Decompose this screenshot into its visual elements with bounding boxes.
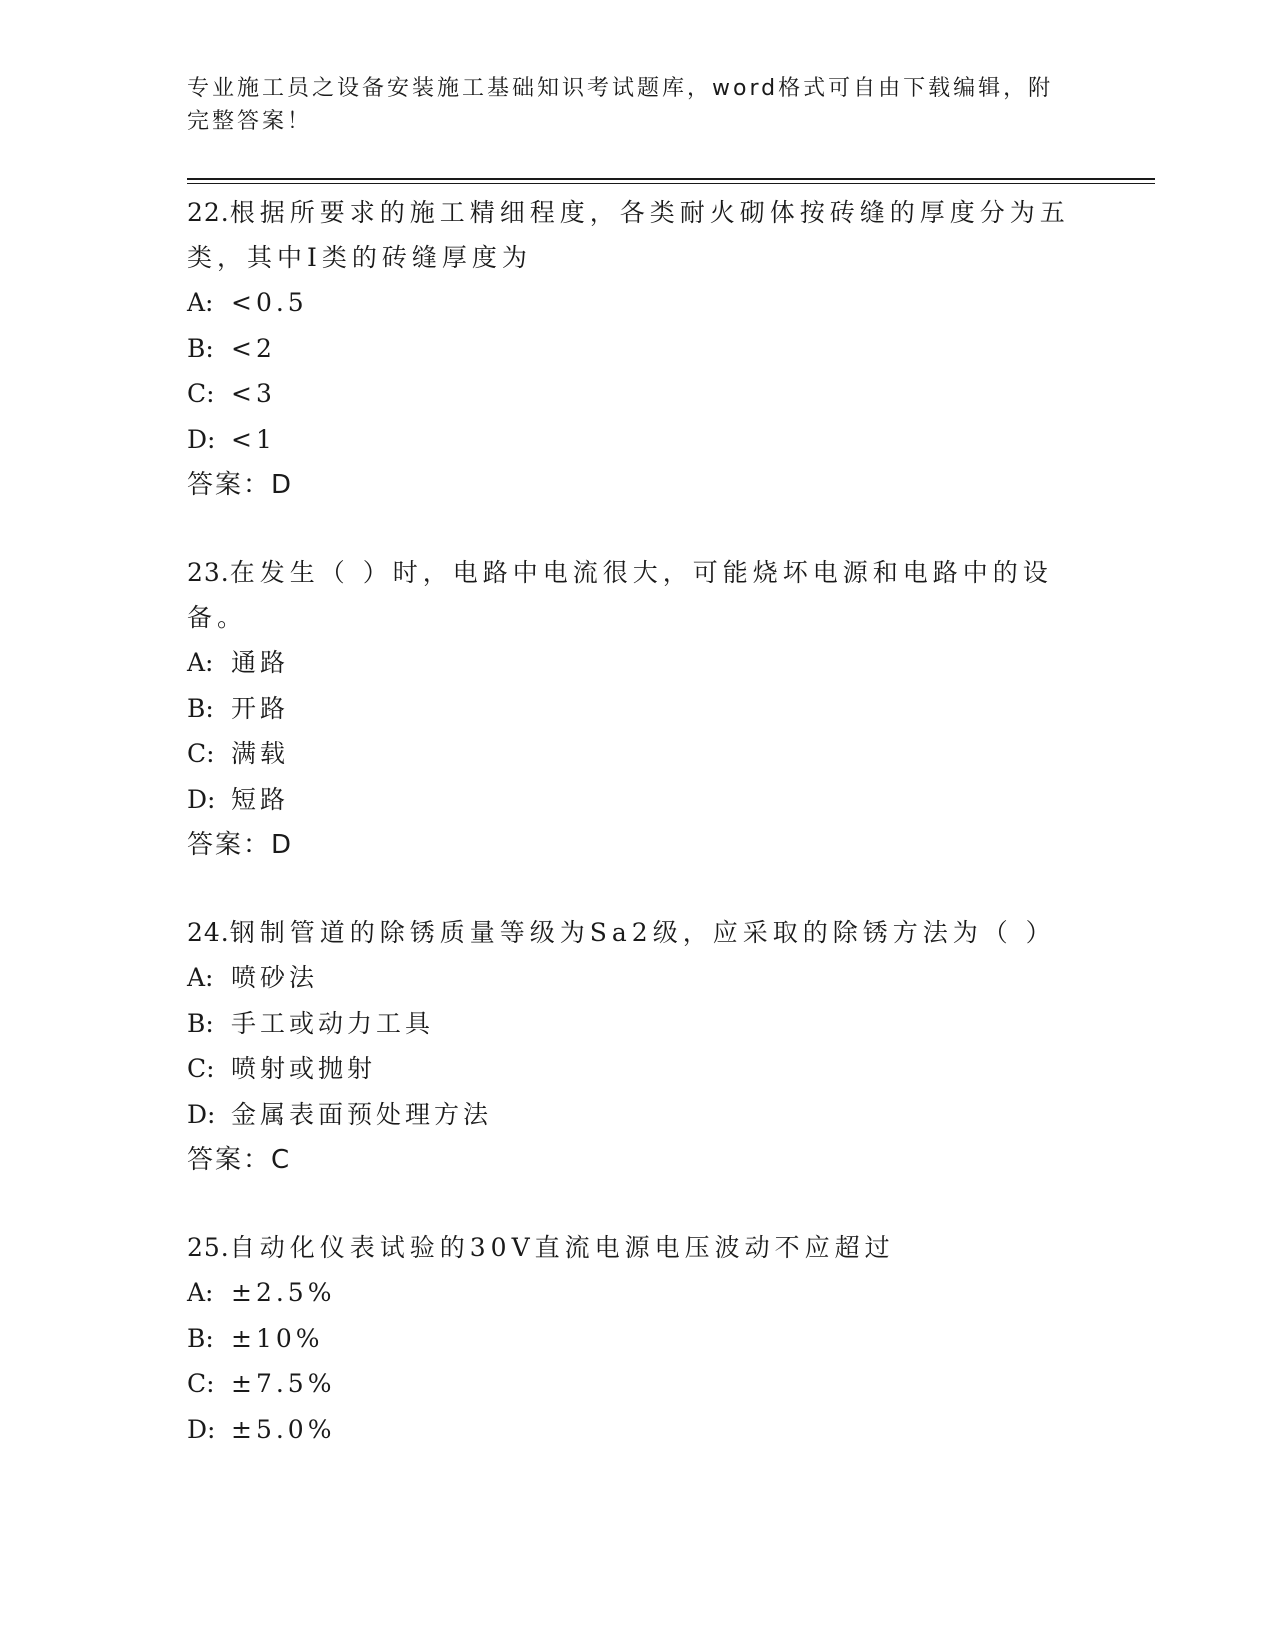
- option-letter: B:: [187, 333, 214, 363]
- question-text: 在发生（ ）时，电路中电流很大，可能烧坏电源和电路中的设备。: [187, 558, 1053, 632]
- option-text: 喷射或抛射: [231, 1054, 377, 1083]
- option-letter: C:: [187, 1369, 215, 1398]
- question-stem: [187, 550, 1077, 640]
- option-text: 短路: [231, 784, 290, 814]
- option-text: <1: [231, 424, 276, 454]
- option-text: ±10%: [231, 1323, 324, 1353]
- answer-line: 答案：D: [187, 470, 294, 500]
- option-b: [187, 326, 1087, 372]
- option-letter: B:: [187, 1008, 214, 1038]
- header-divider-thin: [187, 183, 1155, 184]
- option-letter: D:: [187, 424, 216, 454]
- option-text: 通路: [231, 648, 290, 677]
- document-header: 专业施工员之设备安装施工基础知识考试题库，word格式可自由下载编辑，附完整答案！: [187, 76, 1054, 134]
- option-letter: B:: [187, 693, 214, 723]
- option-b: [187, 686, 1087, 732]
- question-text: 钢制管道的除锈质量等级为Sa2级，应采取的除锈方法为（ ）: [229, 918, 1056, 947]
- question-text: 自动化仪表试验的30V直流电源电压波动不应超过: [229, 1233, 895, 1262]
- option-text: 手工或动力工具: [231, 1008, 435, 1038]
- option-letter: B:: [187, 1323, 214, 1353]
- answer-line: 答案：C: [187, 1145, 292, 1175]
- option-text: <3: [231, 379, 276, 408]
- question-stem: [187, 1225, 1077, 1270]
- option-d: [187, 1407, 1087, 1453]
- option-letter: C:: [187, 379, 215, 408]
- option-a: [187, 640, 1087, 686]
- option-a: [187, 1270, 1087, 1316]
- option-a: [187, 955, 1087, 1001]
- option-d: [187, 417, 1087, 463]
- option-c: [187, 1361, 1087, 1407]
- option-text: 金属表面预处理方法: [231, 1099, 493, 1129]
- question-list: [187, 190, 1087, 1494]
- question-stem: [187, 190, 1077, 280]
- option-b: [187, 1316, 1087, 1362]
- option-letter: D:: [187, 1414, 216, 1444]
- option-text: ±5.0%: [231, 1414, 336, 1444]
- header-divider-thick: [187, 178, 1155, 180]
- option-text: 喷砂法: [231, 963, 319, 992]
- option-letter: A:: [187, 648, 214, 677]
- option-letter: A:: [187, 288, 214, 317]
- question-number: 24.: [187, 918, 230, 947]
- option-letter: A:: [187, 963, 214, 992]
- option-letter: C:: [187, 739, 215, 768]
- option-b: [187, 1001, 1087, 1047]
- question-23: [187, 550, 1087, 868]
- option-a: [187, 280, 1087, 326]
- option-text: <2: [231, 333, 276, 363]
- option-c: [187, 371, 1087, 417]
- question-number: 23.: [187, 558, 230, 587]
- option-c: [187, 1046, 1087, 1092]
- option-text: ±2.5%: [231, 1278, 336, 1307]
- question-25: [187, 1225, 1087, 1452]
- option-text: <0.5: [231, 288, 308, 317]
- question-24: [187, 910, 1087, 1183]
- question-number: 22.: [187, 198, 230, 227]
- option-text: 满载: [231, 739, 290, 768]
- option-text: ±7.5%: [231, 1369, 336, 1398]
- question-text: 根据所要求的施工精细程度，各类耐火砌体按砖缝的厚度分为五类，其中I类的砖缝厚度为: [187, 198, 1070, 272]
- option-letter: A:: [187, 1278, 214, 1307]
- option-c: [187, 731, 1087, 777]
- option-text: 开路: [231, 693, 290, 723]
- question-number: 25.: [187, 1233, 230, 1262]
- question-22: [187, 190, 1087, 508]
- question-stem: [187, 910, 1077, 955]
- option-d: [187, 777, 1087, 823]
- answer-line: 答案：D: [187, 830, 294, 860]
- option-d: [187, 1092, 1087, 1138]
- option-letter: D:: [187, 784, 216, 814]
- option-letter: C:: [187, 1054, 215, 1083]
- option-letter: D:: [187, 1099, 216, 1129]
